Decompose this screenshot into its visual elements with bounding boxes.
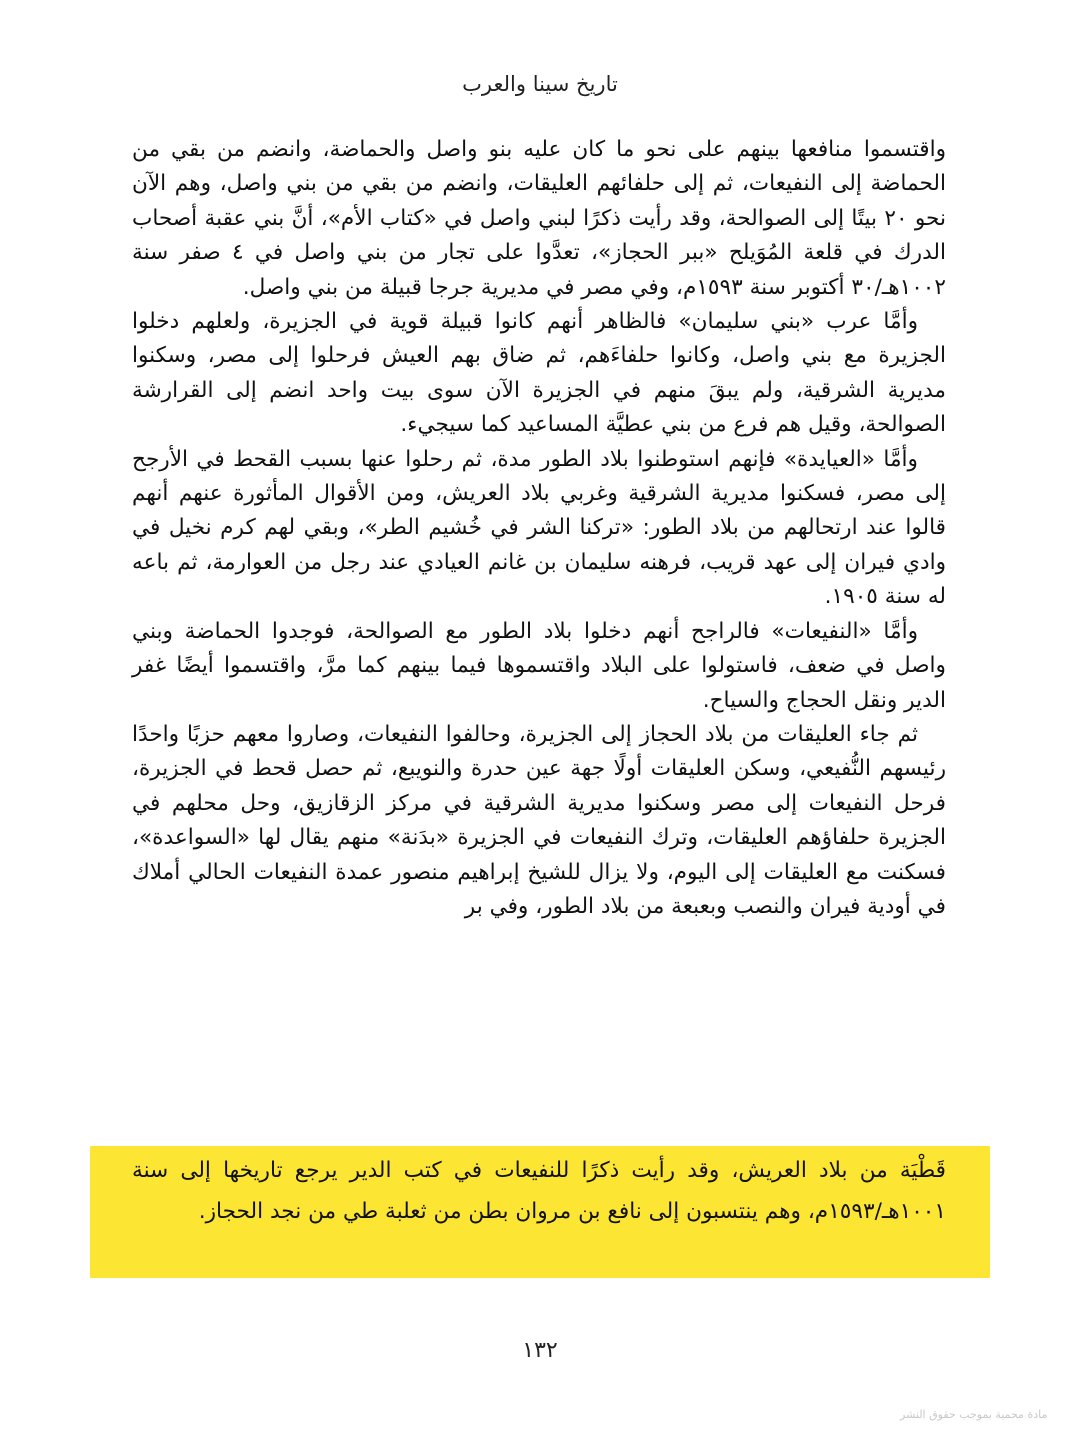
paragraph: وأمَّا «العيايدة» فإنهم استوطنوا بلاد الطور مدة، ثم رحلوا عنها بسبب القحط في الأرجح إلى مصر، فسكنوا مديرية الشرقية وغربي بلاد العريش، ومن الأقوال المأثورة عنهم أنهم قالوا عند ارتحالهم من بلاد الطور: «تركنا الشر في خُشيم الطر»، وبقي لهم كرم نخيل في وادي فيران إلى عهد قريب، فرهنه سليمان بن غانم العيادي عند رجل من العوارمة، ثم باعه له سنة ١٩٠٥.	[132, 446, 946, 610]
paragraph: ثم جاء العليقات من بلاد الحجاز إلى الجزيرة، وحالفوا النفيعات، وصاروا معهم حزبًا واحدًا رئيسهم النُّفيعي، وسكن العليقات أولًا جهة عين حدرة والنويبع، ثم حصل قحط في الجزيرة، فرحل النفيعات إلى مصر وسكنوا مديرية الشرقية في مركز الزقازيق، وحل محلهم في الجزيرة حلفاؤهم العليقات، وترك النفيعات في الجزيرة «بدَنة» منهم يقال لها «السواعدة»، فسكنت مع العليقات إلى اليوم، ولا يزال للشيخ إبراهيم منصور عمدة النفيعات الحالي أملاك في أودية فيران والنصب وبعبعة من بلاد الطور، وفي بر	[132, 721, 946, 919]
page-number: ١٣٢	[522, 1338, 558, 1363]
paragraph: وأمَّا عرب «بني سليمان» فالظاهر أنهم كانوا قبيلة قوية في الجزيرة، ولعلهم دخلوا الجزيرة مع بني واصل، وكانوا حلفاءَهم، ثم ضاق بهم العيش فرحلوا إلى مصر، وسكنوا مديرية الشرقية، ولم يبقَ منهم في الجزيرة الآن سوى بيت واحد انضم إلى القرارشة الصوالحة، وقيل هم فرع من بني عطيَّة المساعيد كما سيجيء.	[132, 309, 946, 438]
page-title: تاريخ سينا والعرب	[462, 72, 618, 96]
highlighted-passage: قَطْيَة من بلاد العريش، وقد رأيت ذكرًا للنفيعات في كتب الدير يرجع تاريخها إلى سنة ١٠٠١هـ/١٥٩٣م، وهم ينتسبون إلى نافع بن مروان بطن من ثعلبة طي من نجد الحجاز.	[132, 1158, 946, 1224]
body-text	[132, 133, 946, 924]
copyright-watermark: مادة محمية بموجب حقوق النشر	[900, 1408, 1048, 1421]
paragraph: واقتسموا منافعها بينهم على نحو ما كان عليه بنو واصل والحماضة، وانضم من بقي من الحماضة إلى النفيعات، ثم إلى حلفائهم العليقات، وانضم من بقي من بني واصل، وهم الآن نحو ٢٠ بيتًا إلى الصوالحة، وقد رأيت ذكرًا لبني واصل في «كتاب الأم»، أنَّ بني عقبة أصحاب الدرك في قلعة المُوَيلح «ببر الحجاز»، تعدَّوا على تجار من بني واصل في ٤ صفر سنة ١٠٠٢هـ/٣٠ أكتوبر سنة ١٥٩٣م، وفي مصر في مديرية جرجا قبيلة من بني واصل.	[132, 137, 947, 300]
paragraph: وأمَّا «النفيعات» فالراجح أنهم دخلوا بلاد الطور مع الصوالحة، فوجدوا الحماضة وبني واصل في ضعف، فاستولوا على البلاد واقتسموها فيما بينهم كما مرَّ، واقتسموا أيضًا غفر الدير ونقل الحجاج والسياح.	[132, 618, 946, 713]
